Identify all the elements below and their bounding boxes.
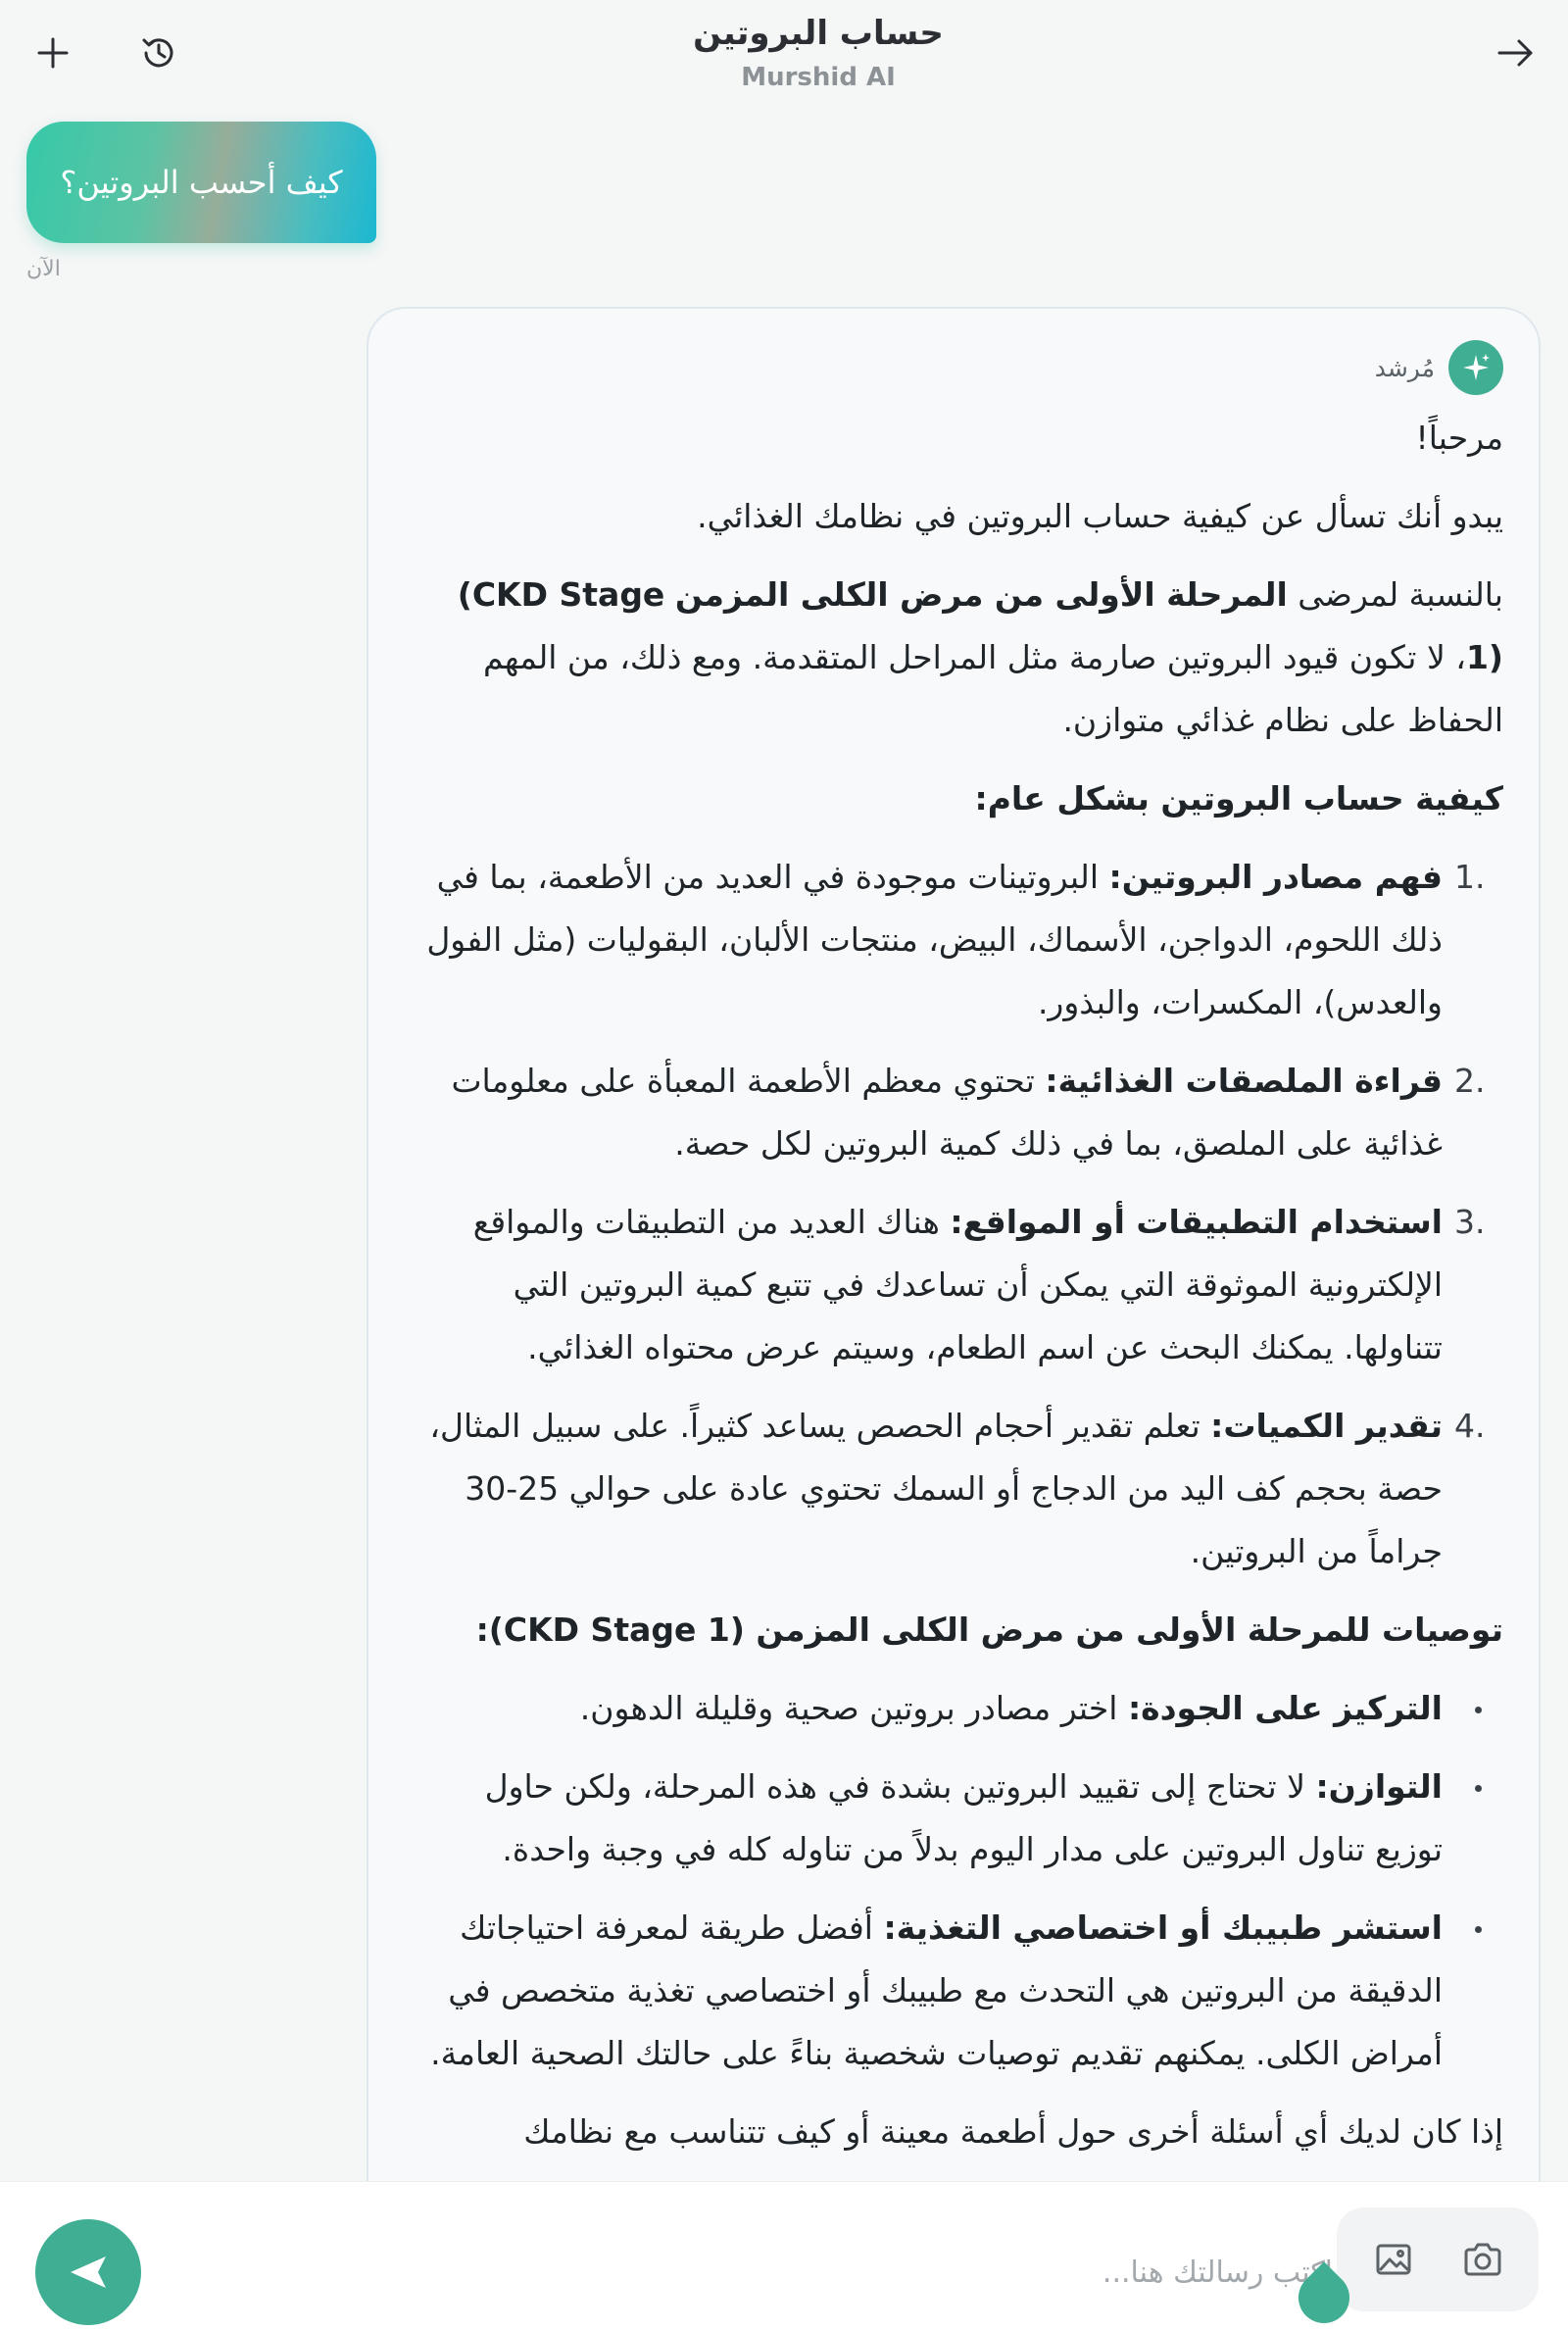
intro-text: يبدو أنك تسأل عن كيفية حساب البروتين في نظامك الغذائي. <box>697 497 1503 535</box>
bullet <box>1475 1785 1482 1792</box>
list-item <box>425 1191 1503 1379</box>
message-timestamp: الآن <box>26 257 61 281</box>
user-message-bubble <box>26 122 376 243</box>
image-icon <box>1372 2238 1415 2281</box>
list-item-text: تحتوي معظم الأطعمة المعبأة على معلومات غذائية على الملصق، بما في ذلك كمية البروتين لكل حصة. <box>451 1062 1443 1163</box>
list-item-text: اختر مصادر بروتين صحية وقليلة الدهون. <box>579 1689 1118 1727</box>
list-number: 1. <box>1454 858 1486 896</box>
list-item-text: هناك العديد من التطبيقات والمواقع الإلكترونية الموثوقة التي يمكن أن تساعدك في تتبع كمية البروتين التي تتناولها. يمكنك البحث عن اسم الطعام، وسيتم عرض محتواه الغذائي. <box>472 1203 1443 1366</box>
closing-text: إذا كان لديك أي أسئلة أخرى حول أطعمة معينة أو كيف تتناسب مع نظامك <box>523 2112 1503 2151</box>
attachment-tools <box>1337 2207 1539 2311</box>
page-title: حساب البروتين <box>693 14 944 53</box>
bullet <box>1475 1926 1482 1933</box>
ckd-stage-label: (CKD Stage 1) <box>488 1611 745 1649</box>
paragraph-text: بالنسبة لمرضى <box>1298 575 1503 614</box>
send-icon <box>65 2249 112 2296</box>
assistant-message-card <box>367 307 1541 2228</box>
list-item <box>425 846 1503 1034</box>
list-item-title: تقدير الكميات: <box>1210 1407 1443 1445</box>
paragraph-text: ، لا تكون قيود البروتين صارمة مثل المراحل المتقدمة. ومع ذلك، من المهم الحفاظ على نظام غذائي متوازن. <box>482 638 1503 739</box>
list-item-title: استخدام التطبيقات أو المواقع: <box>950 1203 1443 1241</box>
page-subtitle: Murshid AI <box>741 63 896 92</box>
list-item-title: فهم مصادر البروتين: <box>1108 858 1443 896</box>
heading-text: توصيات للمرحلة الأولى من مرض الكلى المزمن <box>756 1611 1503 1649</box>
assistant-message-content <box>425 407 1503 2228</box>
camera-button[interactable] <box>1444 2220 1522 2299</box>
list-item <box>425 1756 1503 1881</box>
list-item <box>425 1395 1503 1583</box>
assistant-avatar <box>1448 340 1503 395</box>
list-number: 3. <box>1454 1203 1486 1241</box>
list-item <box>425 1050 1503 1175</box>
list-number: 2. <box>1454 1062 1486 1100</box>
paragraph-bold-text: المرحلة الأولى من مرض الكلى المزمن <box>674 575 1288 614</box>
steps-list <box>425 846 1503 1583</box>
message-input[interactable] <box>245 2243 1333 2302</box>
tips-list <box>425 1677 1503 2085</box>
list-item-text: لا تحتاج إلى تقييد البروتين بشدة في هذه المرحلة، ولكن حاول توزيع تناول البروتين على مدار اليوم بدلاً من تناوله كله في وجبة واحدة. <box>484 1767 1443 1868</box>
list-item-text: أفضل طريقة لمعرفة احتياجاتك الدقيقة من البروتين هي التحدث مع طبيبك أو اختصاصي تغذية متخصص في أمراض الكلى. يمكنهم تقديم توصيات شخصية بناءً على حالتك الصحية العامة. <box>430 1909 1443 2072</box>
gallery-button[interactable] <box>1354 2220 1433 2299</box>
list-item-text: البروتينات موجودة في العديد من الأطعمة، بما في ذلك اللحوم، الدواجن، الأسماك، البيض، منتجات الألبان، البقوليات (مثل الفول والعدس)، المكسرات، والبذور. <box>426 858 1443 1021</box>
sparkle-icon <box>1459 351 1493 384</box>
list-number: 4. <box>1454 1407 1486 1445</box>
header <box>0 0 1568 108</box>
list-item-text: تعلم تقدير أحجام الحصص يساعد كثيراً. على سبيل المثال، حصة بحجم كف اليد من الدجاج أو السمك تحتوي عادة على حوالي 25-30 جراماً من البروتين. <box>429 1407 1443 1570</box>
assistant-header <box>1375 340 1503 395</box>
list-item-title: استشر طبيبك أو اختصاصي التغذية: <box>883 1909 1443 1947</box>
heading-colon: : <box>475 1611 489 1649</box>
ckd-stage-label: (CKD Stage 1) <box>457 575 1503 676</box>
ckd-paragraph <box>425 564 1503 752</box>
section-heading: كيفية حساب البروتين بشكل عام: <box>974 779 1503 818</box>
list-item-title: التركيز على الجودة: <box>1127 1689 1443 1727</box>
camera-icon <box>1461 2238 1504 2281</box>
section-heading <box>425 1599 1503 1661</box>
list-item <box>425 1897 1503 2085</box>
assistant-name: مُرشد <box>1374 353 1435 382</box>
bullet <box>1475 1707 1482 1713</box>
send-button[interactable] <box>35 2219 141 2325</box>
greeting-text: مرحباً! <box>1415 419 1503 457</box>
list-item-title: قراءة الملصقات الغذائية: <box>1045 1062 1443 1100</box>
arrow-right-icon <box>1494 31 1537 74</box>
list-item-title: التوازن: <box>1315 1767 1443 1806</box>
list-item <box>425 1677 1503 1740</box>
back-button[interactable] <box>1484 22 1546 84</box>
user-message-text: كيف أحسب البروتين؟ <box>60 164 343 201</box>
